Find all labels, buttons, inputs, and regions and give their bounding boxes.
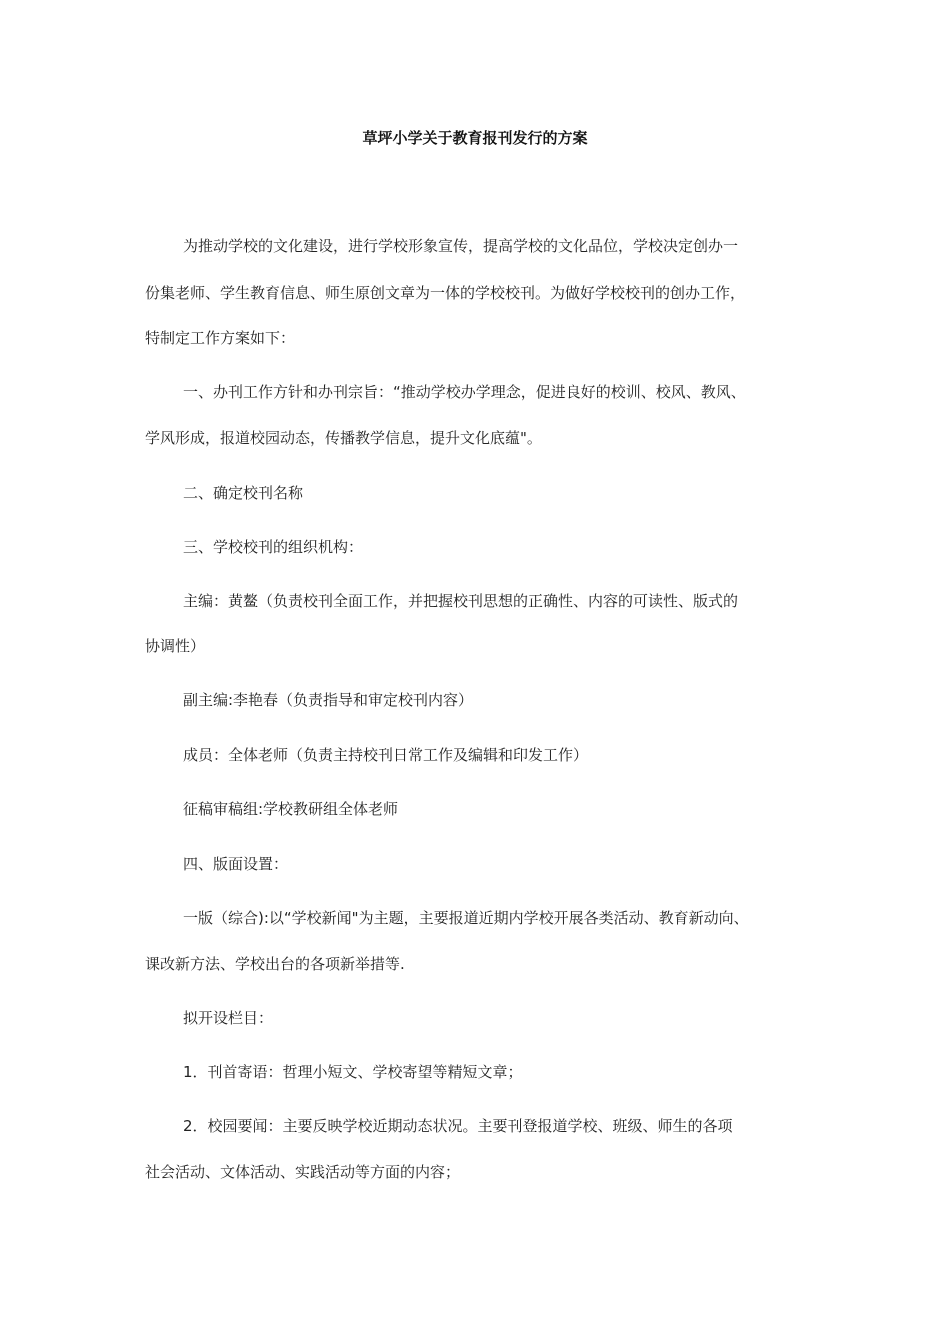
paragraph-intro-line-2: 份集老师、学生教育信息、师生原创文章为一体的学校校刊。为做好学校校刊的创办工作， [145, 284, 746, 302]
columns-heading: 拟开设栏目： [183, 1009, 274, 1027]
column-item-2-line-2: 社会活动、文体活动、实践活动等方面的内容； [145, 1163, 461, 1181]
section-1-line-1: 一、办刊工作方针和办刊宗旨：“推动学校办学理念，促进良好的校训、校风、教风、 [183, 383, 746, 401]
paragraph-intro-line-1: 为推动学校的文化建设，进行学校形象宣传，提高学校的文化品位，学校决定创办一 [183, 237, 739, 255]
column-item-1: 1．刊首寄语：哲理小短文、学校寄望等精短文章； [183, 1063, 523, 1081]
review-group-line: 征稿审稿组:学校教研组全体老师 [183, 800, 399, 818]
section-1-line-2: 学风形成，报道校园动态，传播教学信息，提升文化底蕴"。 [145, 429, 542, 447]
page-one-line-2: 课改新方法、学校出台的各项新举措等. [145, 955, 405, 973]
section-2-heading: 二、确定校刊名称 [183, 484, 304, 502]
document-title: 草坪小学关于教育报刊发行的方案 [362, 129, 588, 147]
editor-in-chief-line-2: 协调性） [145, 637, 206, 655]
editor-in-chief-line-1: 主编：黄鳌（负责校刊全面工作，并把握校刊思想的正确性、内容的可读性、版式的 [183, 592, 739, 610]
members-line: 成员：全体老师（负责主持校刊日常工作及编辑和印发工作） [183, 746, 589, 764]
section-4-heading: 四、版面设置： [183, 855, 289, 873]
page-one-line-1: 一版（综合):以“学校新闻"为主题，主要报道近期内学校开展各类活动、教育新动向、 [183, 909, 749, 927]
deputy-editor-line: 副主编:李艳春（负责指导和审定校刊内容） [183, 691, 474, 709]
paragraph-intro-line-3: 特制定工作方案如下： [145, 329, 296, 347]
column-item-2-line-1: 2．校园要闻：主要反映学校近期动态状况。主要刊登报道学校、班级、师生的各项 [183, 1117, 733, 1135]
section-3-heading: 三、学校校刊的组织机构： [183, 538, 364, 556]
